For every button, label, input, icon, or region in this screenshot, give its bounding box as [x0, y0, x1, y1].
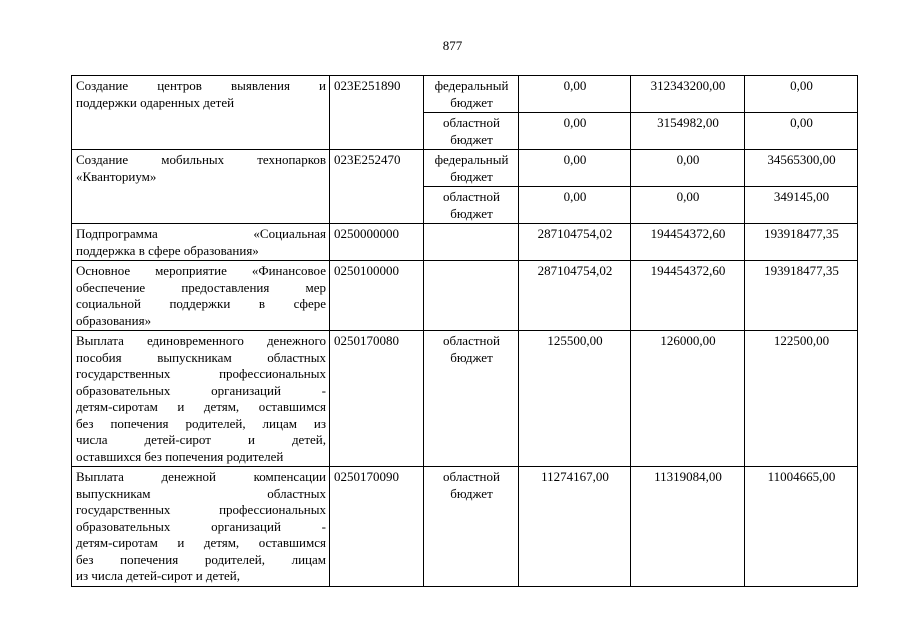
row-code: 0250100000 — [330, 261, 424, 331]
row-value-year3: 11004665,00 — [745, 467, 858, 587]
row-name — [72, 150, 330, 224]
row-name-line: Выплата единовременного денежного — [76, 333, 326, 348]
row-funding-source: областной бюджет — [424, 187, 519, 224]
row-name — [72, 261, 330, 331]
row-name-line: детям-сиротам и детям, оставшимся — [76, 535, 326, 550]
row-value-year3: 193918477,35 — [745, 261, 858, 331]
row-value-year1: 287104754,02 — [519, 261, 631, 331]
row-funding-source — [424, 261, 519, 331]
row-funding-source: областной бюджет — [424, 331, 519, 467]
row-name-line: поддержка в сфере образования» — [76, 242, 259, 258]
row-name-line: детям-сиротам и детям, оставшимся — [76, 399, 326, 414]
table-row — [72, 467, 858, 587]
row-value-year2: 126000,00 — [631, 331, 745, 467]
row-value-year1: 0,00 — [519, 113, 631, 150]
row-name-line: без попечения родителей, лицам — [76, 551, 326, 567]
row-name-line: образовательных организаций - — [76, 382, 326, 398]
row-code: 0250170080 — [330, 331, 424, 467]
row-value-year2: 0,00 — [631, 187, 745, 224]
row-name-line: выпускникам областных — [76, 485, 326, 501]
row-name-line: государственных профессиональных — [76, 366, 326, 381]
row-name-line: пособия выпускникам областных — [76, 349, 326, 365]
row-funding-source: областной бюджет — [424, 467, 519, 587]
row-name-line: «Кванториум» — [76, 168, 157, 184]
row-name-line: Подпрограмма «Социальная — [76, 226, 326, 241]
row-name — [72, 331, 330, 467]
row-value-year1: 0,00 — [519, 150, 631, 187]
row-funding-source: областной бюджет — [424, 113, 519, 150]
row-value-year2: 194454372,60 — [631, 261, 745, 331]
row-name-line: Создание центров выявления и — [76, 78, 326, 93]
row-name-line: числа детей-сирот и детей, — [76, 432, 326, 447]
row-value-year3: 0,00 — [745, 113, 858, 150]
row-value-year3: 0,00 — [745, 76, 858, 113]
row-name-line: образовательных организаций - — [76, 518, 326, 534]
row-value-year3: 34565300,00 — [745, 150, 858, 187]
row-value-year2: 194454372,60 — [631, 224, 745, 261]
row-name-line: Основное мероприятие «Финансовое — [76, 263, 326, 278]
table-row — [72, 261, 858, 331]
row-value-year3: 349145,00 — [745, 187, 858, 224]
table-row — [72, 331, 858, 467]
row-code: 0250000000 — [330, 224, 424, 261]
row-code: 0250170090 — [330, 467, 424, 587]
row-name-line: без попечения родителей, лицам из — [76, 415, 326, 431]
row-value-year2: 11319084,00 — [631, 467, 745, 587]
row-name — [72, 76, 330, 150]
row-name-line: из числа детей-сирот и детей, — [76, 568, 240, 583]
row-name-line: Создание мобильных технопарков — [76, 152, 326, 167]
table-row — [72, 76, 858, 113]
row-name-line: оставшихся без попечения родителей — [76, 448, 284, 464]
row-funding-source — [424, 224, 519, 261]
row-name-line: обеспечение предоставления мер — [76, 279, 326, 295]
row-name-line: Выплата денежной компенсации — [76, 469, 326, 484]
row-funding-source: федеральный бюджет — [424, 76, 519, 113]
budget-table — [71, 75, 858, 587]
row-name — [72, 224, 330, 261]
row-name — [72, 467, 330, 587]
row-value-year3: 122500,00 — [745, 331, 858, 467]
row-name-line: социальной поддержки в сфере — [76, 296, 326, 311]
row-funding-source: федеральный бюджет — [424, 150, 519, 187]
row-value-year1: 0,00 — [519, 76, 631, 113]
row-name-line: поддержки одаренных детей — [76, 94, 235, 110]
page-number: 877 — [442, 38, 463, 53]
row-value-year1: 287104754,02 — [519, 224, 631, 261]
table-row — [72, 150, 858, 187]
row-value-year2: 0,00 — [631, 150, 745, 187]
row-value-year1: 11274167,00 — [519, 467, 631, 587]
row-value-year1: 0,00 — [519, 187, 631, 224]
row-value-year2: 312343200,00 — [631, 76, 745, 113]
row-value-year1: 125500,00 — [519, 331, 631, 467]
row-name-line: государственных профессиональных — [76, 502, 326, 517]
table-row — [72, 224, 858, 261]
row-value-year3: 193918477,35 — [745, 224, 858, 261]
row-code: 023E252470 — [330, 150, 424, 224]
row-name-line: образования» — [76, 312, 152, 328]
row-value-year2: 3154982,00 — [631, 113, 745, 150]
row-code: 023E251890 — [330, 76, 424, 150]
